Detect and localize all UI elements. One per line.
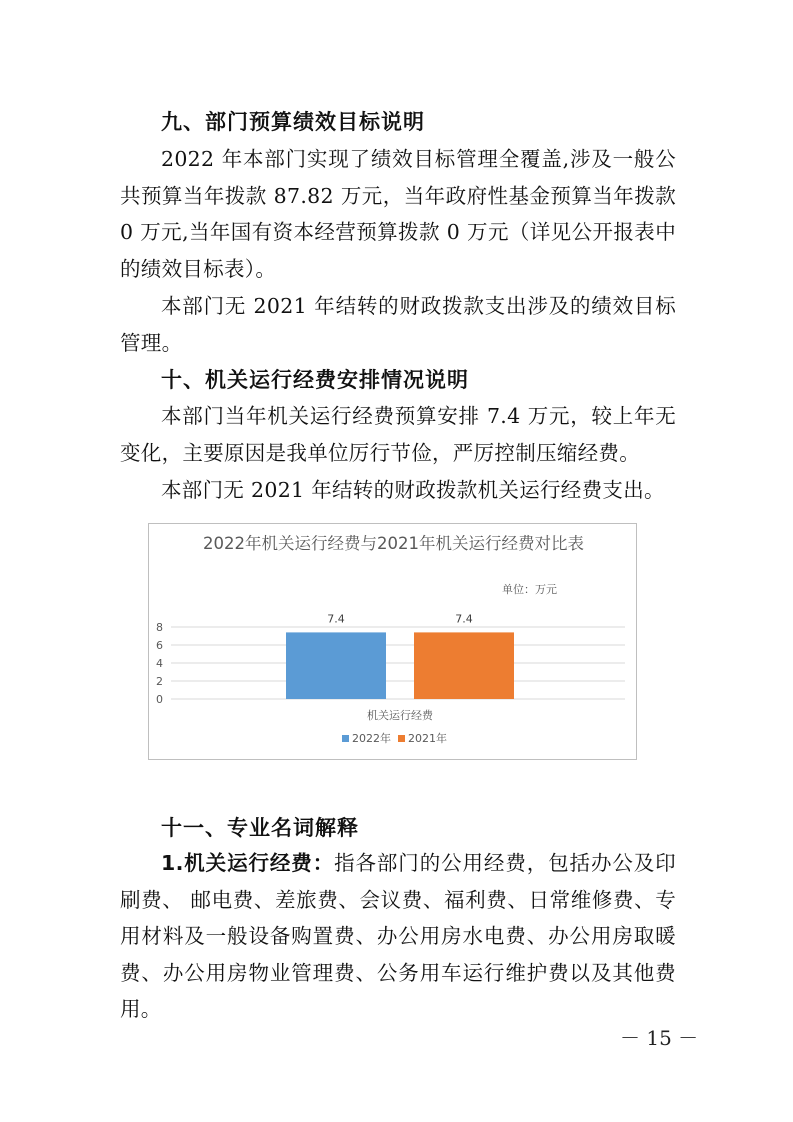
legend-swatch bbox=[342, 735, 349, 742]
bar-2021 bbox=[414, 632, 514, 699]
chart-plot bbox=[149, 524, 638, 761]
y-tick-label: 6 bbox=[156, 639, 163, 652]
chart-title: 2022年机关运行经费与2021年机关运行经费对比表 bbox=[203, 534, 584, 553]
y-tick-label: 0 bbox=[156, 693, 163, 706]
term-definition: 指各部门的公用经费，包括办公及印刷费、 邮电费、差旅费、会议费、福利费、日常维修费、专用材料及一般设备购置费、办公用房水电费、办公用房取暖费、办公用房物业管理费、公务用车运行维护费以及其他费用。 bbox=[120, 851, 676, 1021]
x-category-label: 机关运行经费 bbox=[367, 709, 433, 722]
y-tick-label: 2 bbox=[156, 675, 163, 688]
section-9-paragraph-2: 本部门无 2021 年结转的财政拨款支出涉及的绩效目标管理。 bbox=[120, 294, 676, 355]
section-11-definition bbox=[120, 845, 676, 1028]
legend-label: 2022年 bbox=[352, 732, 391, 745]
page-number: － 15 － bbox=[620, 1026, 699, 1050]
section-10-paragraph-1: 本部门当年机关运行经费预算安排 7.4 万元，较上年无变化，主要原因是我单位厉行节俭，严厉控制压缩经费。 bbox=[120, 404, 676, 465]
term-label: 1.机关运行经费： bbox=[161, 851, 335, 875]
bar-2022 bbox=[286, 632, 386, 699]
section-10-heading: 十、机关运行经费安排情况说明 bbox=[161, 368, 469, 392]
section-11-heading: 十一、专业名词解释 bbox=[161, 816, 359, 840]
section-9-heading: 九、部门预算绩效目标说明 bbox=[161, 110, 425, 134]
legend-swatch bbox=[398, 735, 405, 742]
bar-data-label: 7.4 bbox=[327, 612, 345, 626]
y-tick-label: 4 bbox=[156, 657, 163, 670]
section-10-paragraph-2: 本部门无 2021 年结转的财政拨款机关运行经费支出。 bbox=[161, 478, 665, 502]
chart-unit-label: 单位：万元 bbox=[502, 583, 557, 596]
y-tick-label: 8 bbox=[156, 621, 163, 634]
comparison-chart bbox=[148, 523, 637, 760]
bar-data-label: 7.4 bbox=[455, 612, 473, 626]
section-9-paragraph-1: 2022 年本部门实现了绩效目标管理全覆盖,涉及一般公共预算当年拨款 87.82 万元，当年政府性基金预算当年拨款 0 万元,当年国有资本经营预算拨款 0 万元（详见公开报表中的绩效目标表）。 bbox=[120, 147, 676, 281]
legend-label: 2021年 bbox=[408, 732, 447, 745]
